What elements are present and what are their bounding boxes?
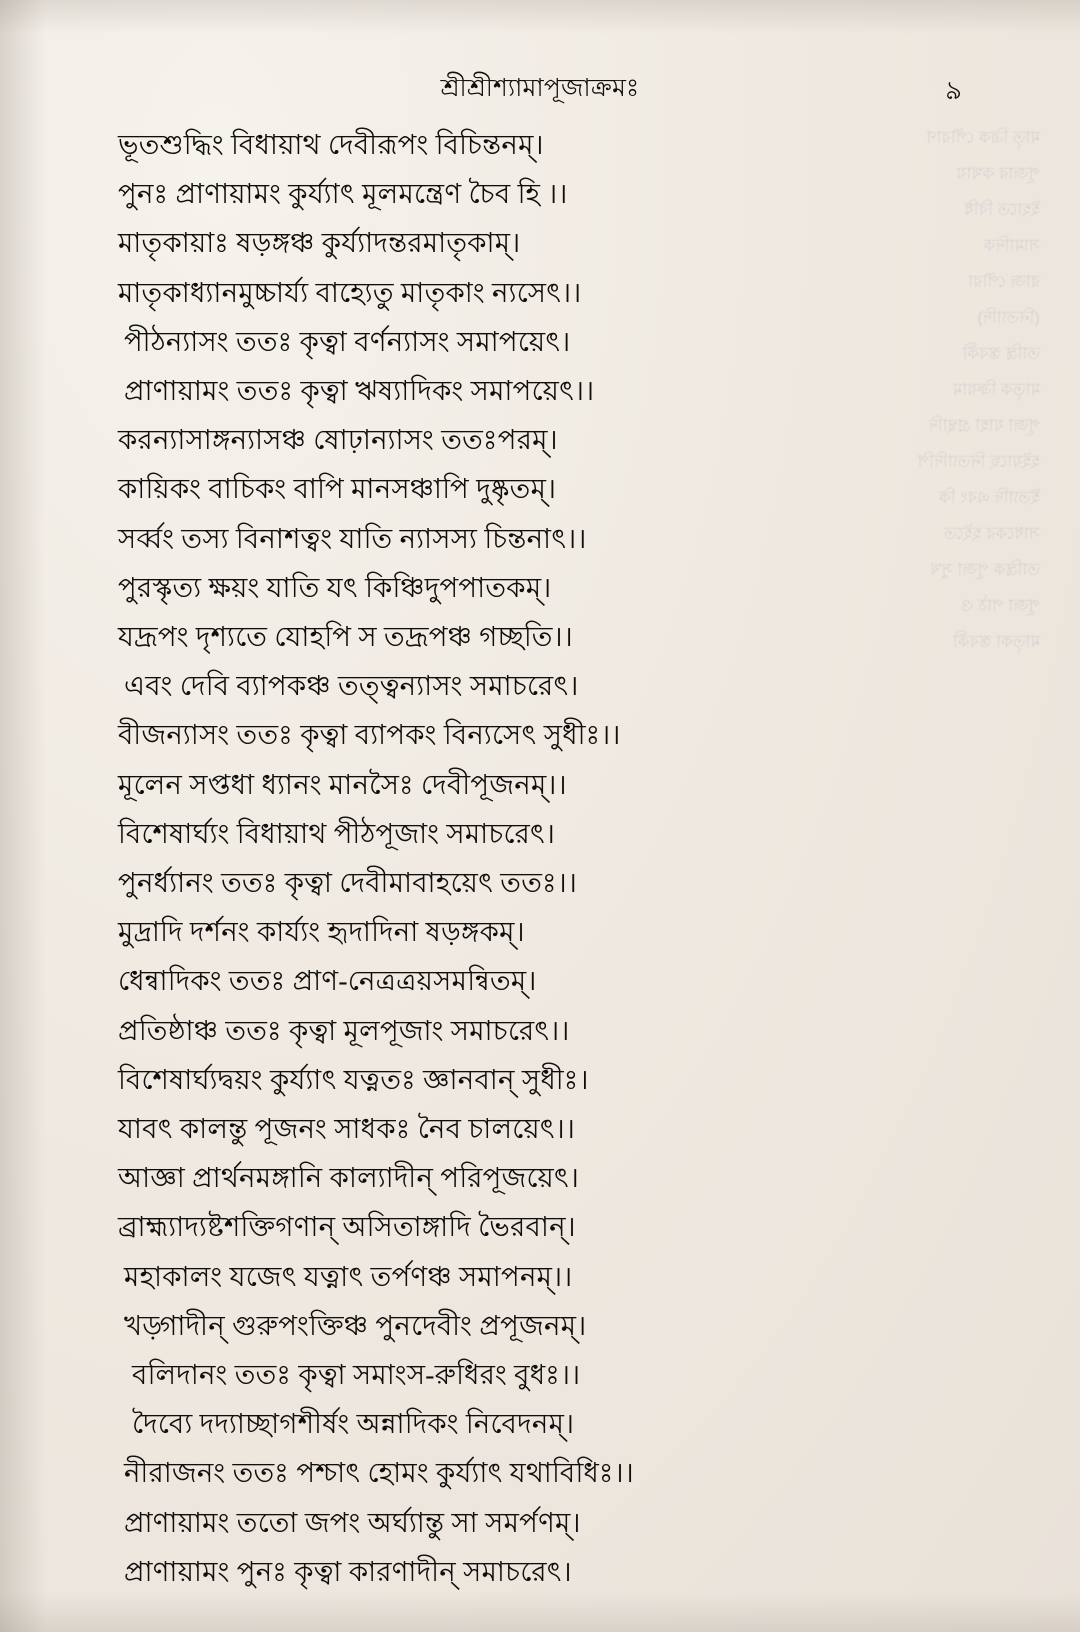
bleed-line: সাধকের হইতে bbox=[944, 524, 1040, 543]
verse-line: প্রাণায়ামং ততঃ কৃত্বা ঋষ্যাদিকং সমাপয়েৎ।। bbox=[124, 375, 595, 407]
page-bottom-edge-shadow bbox=[0, 1592, 1080, 1632]
verse-line: মাতৃকাধ্যানমুচ্চার্য্য বাহ্যেতু মাতৃকাং ন্যসেৎ।। bbox=[118, 276, 582, 308]
page-top-edge-shadow bbox=[0, 0, 1080, 34]
bleed-line: (নিত্যাদি) bbox=[977, 308, 1040, 327]
bleed-line: সামাদিক bbox=[983, 236, 1040, 255]
verse-line: ধেন্বাদিকং ততঃ প্রাণ-নেত্রত্রয়সমন্বিতম্। bbox=[118, 965, 537, 997]
bleed-line: হইয়াছে নিত্যাদিপি bbox=[917, 452, 1040, 471]
verse-line: দৈব্যে দদ্যাচ্ছাগশীর্ষং অন্নাদিকং নিবেদনম্। bbox=[132, 1408, 575, 1440]
verse-line: ভূতশুদ্ধিং বিধায়াথ দেবীরূপং বিচিন্তনম্। bbox=[118, 129, 544, 160]
verse-line: মূলেন সপ্তধা ধ্যানং মানসৈঃ দেবীপূজনম্।। bbox=[118, 768, 567, 800]
verse-line: মুদ্রাদি দর্শনং কার্য্যং হৃদাদিনা ষড়ঙ্গকম্। bbox=[118, 916, 525, 948]
verse-text-block bbox=[118, 120, 978, 1596]
verse-line: কায়িকং বাচিকং বাপি মানসঞ্চাপি দুষ্কৃতম্। bbox=[118, 473, 557, 505]
page-left-edge-shadow bbox=[0, 0, 46, 1632]
verse-line: বিশেষার্ঘ্যং বিধায়াথ পীঠপূজাং সমাচরেৎ। bbox=[118, 817, 556, 849]
verse-line: যদ্রূপং দৃশ্যতে যোহপি স তদ্রূপঞ্চ গচ্ছতি।। bbox=[118, 621, 573, 653]
bleed-line: তান্ত্রিক পূজা সুখ bbox=[930, 560, 1040, 579]
verse-line: ব্রাহ্ম্যাদ্যষ্টশক্তিগণান্ অসিতাঙ্গাদি ভৈরবান্। bbox=[118, 1211, 576, 1243]
verse-line: প্রাণায়ামং ততো জপং অর্ঘ্যান্তু সা সমর্পণম্। bbox=[124, 1506, 581, 1538]
verse-line: বলিদানং ততঃ কৃত্বা সমাংস-রুধিরং বুধঃ।। bbox=[132, 1359, 581, 1391]
bleed-line: মাতৃক ক্রিয়াম bbox=[952, 380, 1040, 399]
verse-line: প্রাণায়ামং পুনঃ কৃত্বা কারণাদীন্ সমাচরেৎ। bbox=[124, 1555, 572, 1587]
verse-line: করন্যাসাঙ্গন্যাসঞ্চ ষোঢ়ান্যাসং ততঃপরম্। bbox=[118, 424, 558, 456]
verse-line: সর্ব্বং তস্য বিনাশত্বং যাতি ন্যাসস্য চিন্তনাৎ।। bbox=[118, 522, 587, 554]
bleed-line: রাজ পৌরা bbox=[968, 272, 1040, 291]
verse-line: খড়্গাদীন্ গুরুপংক্তিঞ্চ পুনদেবীং প্রপূজনম্। bbox=[124, 1309, 587, 1341]
verse-line: নীরাজনং ততঃ পশ্চাৎ হোমং কুর্য্যাৎ যথাবিধিঃ।। bbox=[124, 1457, 635, 1489]
bleed-line: পূজা যাহা গ্রন্থাদি bbox=[928, 416, 1040, 435]
verse-line: পুনর্ধ্যানং ততঃ কৃত্বা দেবীমাবাহয়েৎ ততঃ।। bbox=[118, 867, 578, 899]
bleed-line: পূজা পাঠ ও bbox=[960, 596, 1040, 615]
verse-line: যাবৎ কালন্তু পূজনং সাধকঃ নৈব চালয়েৎ।। bbox=[118, 1113, 576, 1145]
page-number: ৯ bbox=[945, 76, 962, 105]
bleed-line: ইহাতে বিধি bbox=[964, 200, 1040, 219]
bleed-line: পূজার কথায় bbox=[956, 164, 1040, 183]
bleed-line: তান্ত্রি স্তবকী bbox=[962, 344, 1040, 363]
page-header-title: শ্রীশ্রীশ্যামাপূজাক্রমঃ bbox=[440, 75, 640, 102]
verse-line: এবং দেবি ব্যাপকঞ্চ তত্ত্বন্যাসং সমাচরেৎ। bbox=[124, 670, 579, 702]
verse-line: পুনঃ প্রাণায়ামং কুর্য্যাৎ মূলমন্ত্রেণ চৈব হি ।। bbox=[118, 178, 568, 210]
bleed-line: ইত্যাদি এবং কি bbox=[938, 488, 1040, 507]
verse-line: বীজন্যাসং ততঃ কৃত্বা ব্যাপকং বিন্যসেৎ সুধীঃ।। bbox=[118, 719, 621, 751]
verse-line: আজ্ঞা প্রার্থনমঙ্গানি কাল্যাদীন্ পরিপূজয়েৎ। bbox=[118, 1162, 580, 1194]
verse-line: বিশেষার্ঘ্যদ্বয়ং কুর্য্যাৎ যত্নতঃ জ্ঞানবান্ সুধীঃ। bbox=[118, 1063, 589, 1095]
bleed-line: মাতৃকা স্তবকী bbox=[952, 632, 1040, 651]
verse-line: পীঠন্যাসং ততঃ কৃত্বা বর্ণন্যাসং সমাপয়েৎ। bbox=[124, 325, 571, 357]
verse-line: মাতৃকায়াঃ ষড়ঙ্গঞ্চ কুর্য্যাদন্তরমাতৃকাম্। bbox=[118, 227, 521, 259]
verse-line: প্রতিষ্ঠাঞ্চ ততঃ কৃত্বা মূলপূজাং সমাচরেৎ।। bbox=[118, 1014, 570, 1046]
verse-line: পুরস্কৃত্য ক্ষয়ং যাতি যৎ কিঞ্চিদুপপাতকম্। bbox=[118, 571, 552, 603]
verse-line: মহাকালং যজেৎ যত্নাৎ তর্পণঞ্চ সমাপনম্।। bbox=[124, 1260, 573, 1292]
bleed-line: মাতৃ ত্রিক পৌরাণ bbox=[926, 128, 1040, 147]
